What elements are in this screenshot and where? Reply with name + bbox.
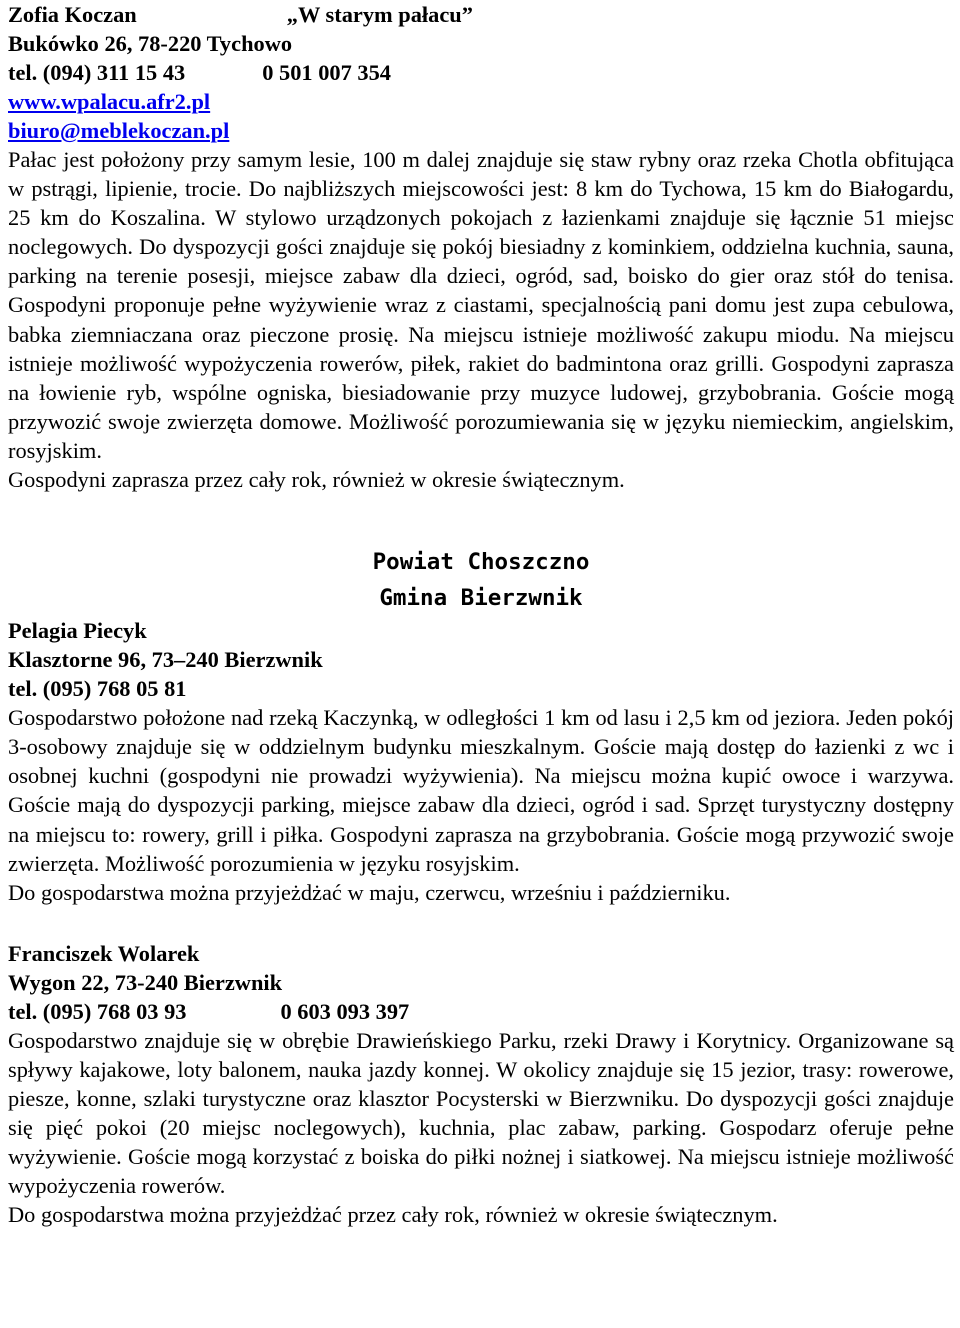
entry3-description: Gospodarstwo znajduje się w obrębie Drawieńskiego Parku, rzeki Drawy i Korytnicy. Organizowane są spływy kajakowe, loty balonem, nauka jazdy konnej. W okolicy znajduje się 15 jezior, trasy: rowerowe, piesze, konne, szlaki turystyczne oraz klasztor Pocysterski w Bierzwniku. Do dyspozycji gości znajduje się pięć pokoi (20 miejsc noclegowych), kuchnia, plac zabaw, parking. Gospodarz oferuje pełne wyżywienie. Goście mogą korzystać z boiska do piłki nożnej i siatkowej. Na miejscu istnieje możliwość wypożyczenia rowerów. [8,1027,954,1199]
entry3-phones [8,997,954,1026]
entry3-mobile: 0 603 093 397 [280,998,410,1024]
entry3-phone: tel. (095) 768 03 93 [8,998,187,1024]
entry3-name: Franciszek Wolarek [8,940,200,966]
entry1-note: Gospodyni zaprasza przez cały rok, również w okresie świątecznym. [8,467,625,493]
entry2-note: Do gospodarstwa można przyjeżdżać w maju, czerwcu, wrześniu i październiku. [8,879,731,905]
entry2-description: Gospodarstwo położone nad rzeką Kaczynką, w odległości 1 km od lasu i 2,5 km od jeziora. Jeden pokój 3-osobowy znajduje się w oddzielnym budynku mieszkalnym. Goście mają dostęp do łazienki z wc i osobnej kuchni (gospodyni nie prowadzi wyżywienia). Na miejscu można kupić owoce i warzywa. Goście mają do dyspozycji parking, miejsce zabaw dla dzieci, ogród i sad. Sprzęt turystyczny dostępny na miejscu to: rowery, grill i piłka. Gospodyni zaprasza na grzybobrania. Goście mogą przywozić swoje zwierzęta. Możliwość porozumienia w języku rosyjskim. [8,705,954,876]
entry1-website-link[interactable]: www.wpalacu.afr2.pl [8,89,211,114]
entry1-address: Bukówko 26, 78-220 Tychowo [8,31,293,56]
entry1-phones [8,58,954,87]
entry2-name: Pelagia Piecyk [8,618,147,644]
entry1-mobile: 0 501 007 354 [262,60,391,85]
entry3-note: Do gospodarstwa można przyjeżdżać przez cały rok, również w okresie świątecznym. [8,1202,778,1228]
entry1-email-link[interactable]: biuro@meblekoczan.pl [8,118,230,143]
entry3-address: Wygon 22, 73-240 Bierzwnik [8,969,283,995]
section-gmina-heading: Gmina Bierzwnik [379,585,583,612]
entry1-description: Pałac jest położony przy samym lesie, 100 m dalej znajduje się staw rybny oraz rzeka Chotla obfitująca w pstrągi, lipienie, trocie. Do najbliższych miejscowości jest: 8 km do Tychowa, 15 km do Białogardu, 25 km do Koszalina. W stylowo urządzonych pokojach z łazienkami znajduje się łącznie 51 miejsc noclegowych. Do dyspozycji gości znajduje się pokój biesiadny z kominkiem, oddzielna kuchnia, sauna, parking na terenie posesji, miejsce zabaw dla dzieci, ogród, sad, boisko do gier oraz stół do tenisa. Gospodyni proponuje pełne wyżywienie wraz z ciastami, specjalnością pani domu jest zupa cebulowa, babka ziemniaczana oraz pieczone prosię. Na miejscu istnieje możliwość zakupu miodu. Na miejscu istnieje możliwość wypożyczenia rowerów, piłek, rakiet do badmintona oraz grilli. Gospodyni zaprasza na łowienie ryb, wspólne ogniska, biesiadowanie przy muzyce ludowej, grzybobrania. Goście mogą przywozić swoje zwierzęta domowe. Możliwość porozumiewania się w języku niemieckim, angielskim, rosyjskim. [8,147,954,463]
entry1-header [8,0,954,29]
entry1-name: Zofia Koczan [8,2,137,27]
entry1-phone: tel. (094) 311 15 43 [8,60,186,85]
entry2-phone: tel. (095) 768 05 81 [8,676,187,702]
entry1-house-name: „W starym pałacu” [286,2,473,27]
spacer [8,907,954,939]
section-powiat-heading: Powiat Choszczno [372,549,590,576]
spacer [8,494,954,544]
entry2-address: Klasztorne 96, 73–240 Bierzwnik [8,647,323,673]
